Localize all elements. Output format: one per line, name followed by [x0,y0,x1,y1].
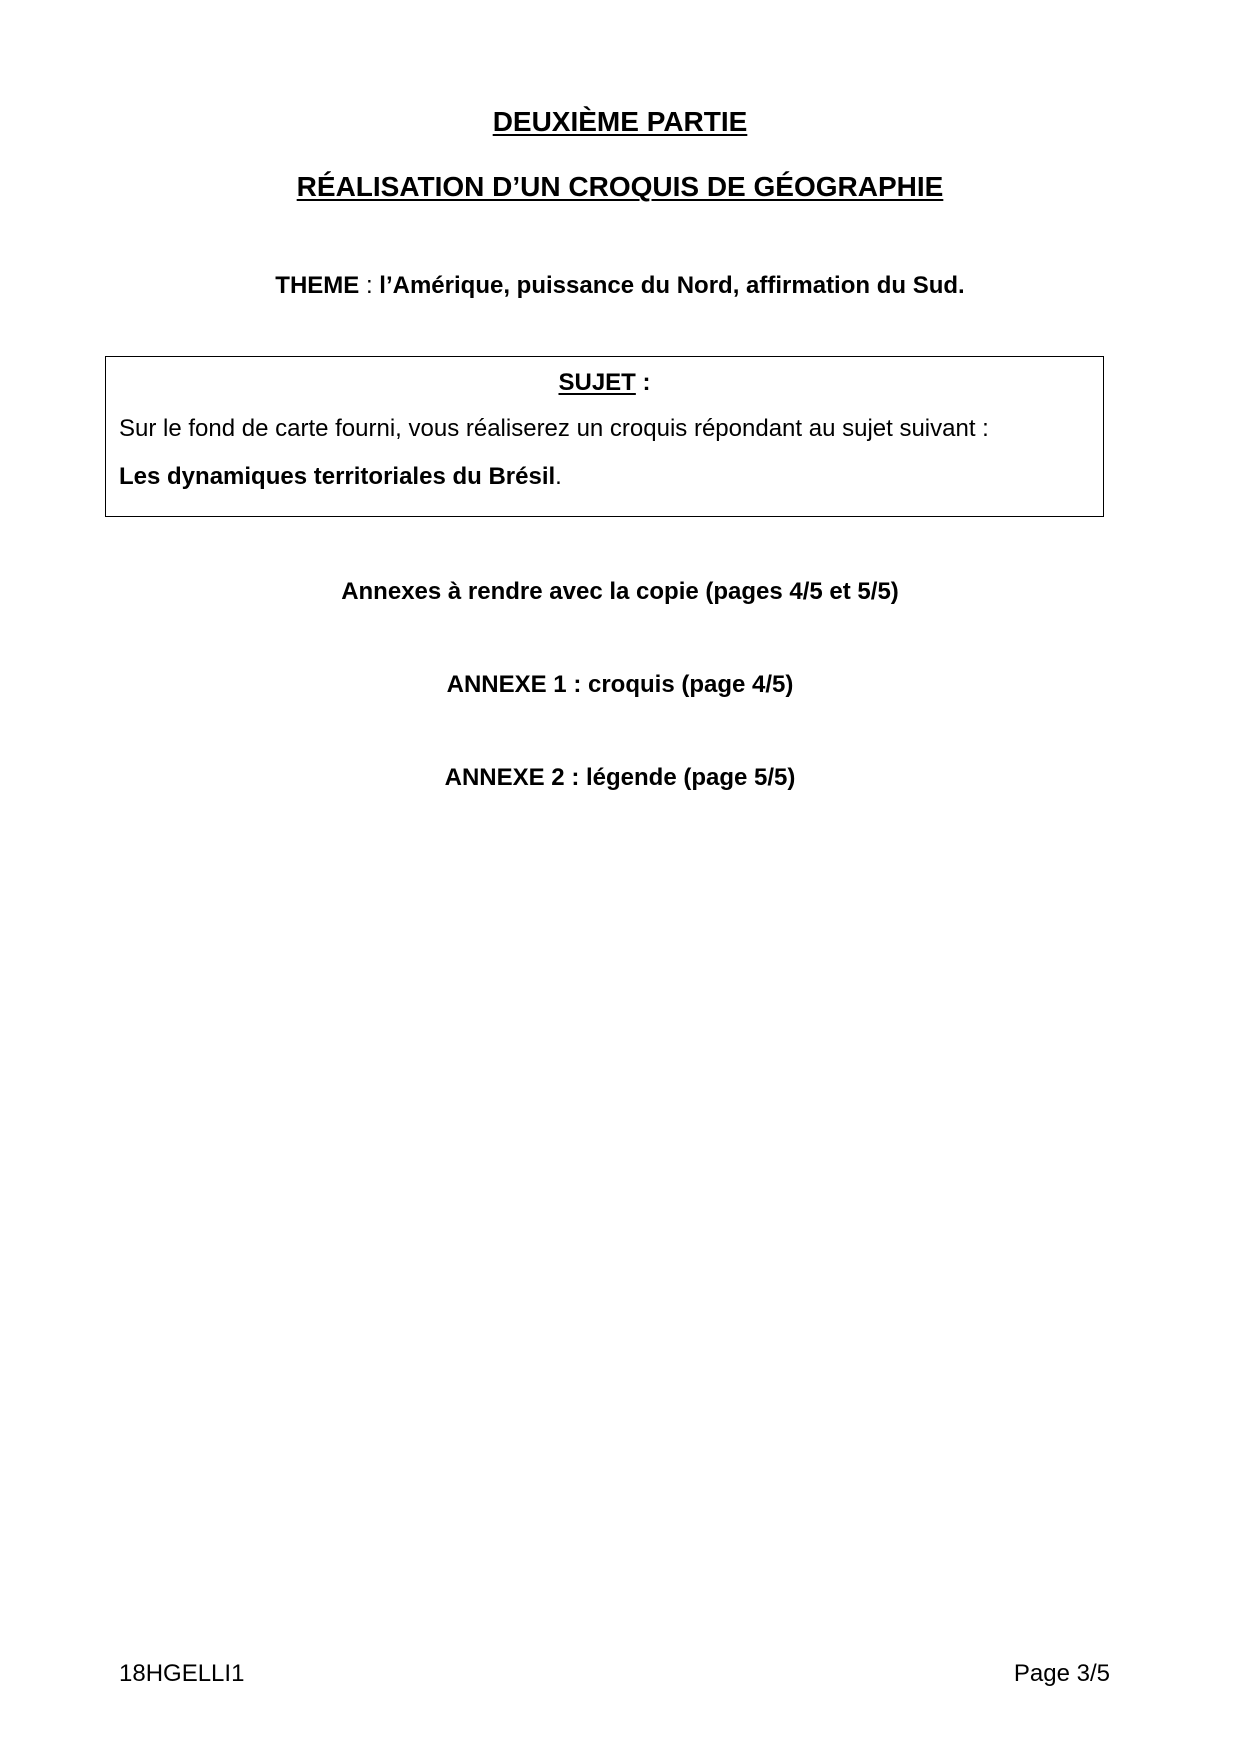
subject-heading-label: SUJET [558,369,636,396]
subject-instruction: Sur le fond de carte fourni, vous réaliserez un croquis répondant au sujet suivant : [119,415,989,442]
annex-1-label: ANNEXE 1 [446,671,567,698]
subject-topic-line [119,463,562,491]
annex-2-label: ANNEXE 2 [444,764,565,791]
section-title: RÉALISATION D’UN CROQUIS DE GÉOGRAPHIE [296,171,944,202]
annex-2-separator: : [564,764,586,791]
subject-topic: Les dynamiques territoriales du Brésil [119,463,556,490]
annex-2-text: légende (page 5/5) [585,764,796,791]
subject-box [105,356,1104,517]
annex-1-separator: : [566,671,588,698]
subject-heading [106,369,1103,397]
annex-2-line [0,764,1240,792]
annex-1-line [0,671,1240,699]
subject-heading-suffix: : [635,369,651,396]
footer-exam-code: 18HGELLI1 [119,1660,245,1687]
theme-text: l’Amérique, puissance du Nord, affirmation du Sud. [379,272,965,299]
part-title: DEUXIÈME PARTIE [492,106,748,137]
annexes-note: Annexes à rendre avec la copie (pages 4/5 et 5/5) [341,578,899,605]
theme-line [0,272,1240,300]
footer-page-number: Page 3/5 [1013,1660,1110,1687]
subject-topic-end: . [555,463,562,490]
theme-label: THEME [275,272,360,299]
theme-separator: : [359,272,380,299]
annex-1-text: croquis (page 4/5) [587,671,794,698]
